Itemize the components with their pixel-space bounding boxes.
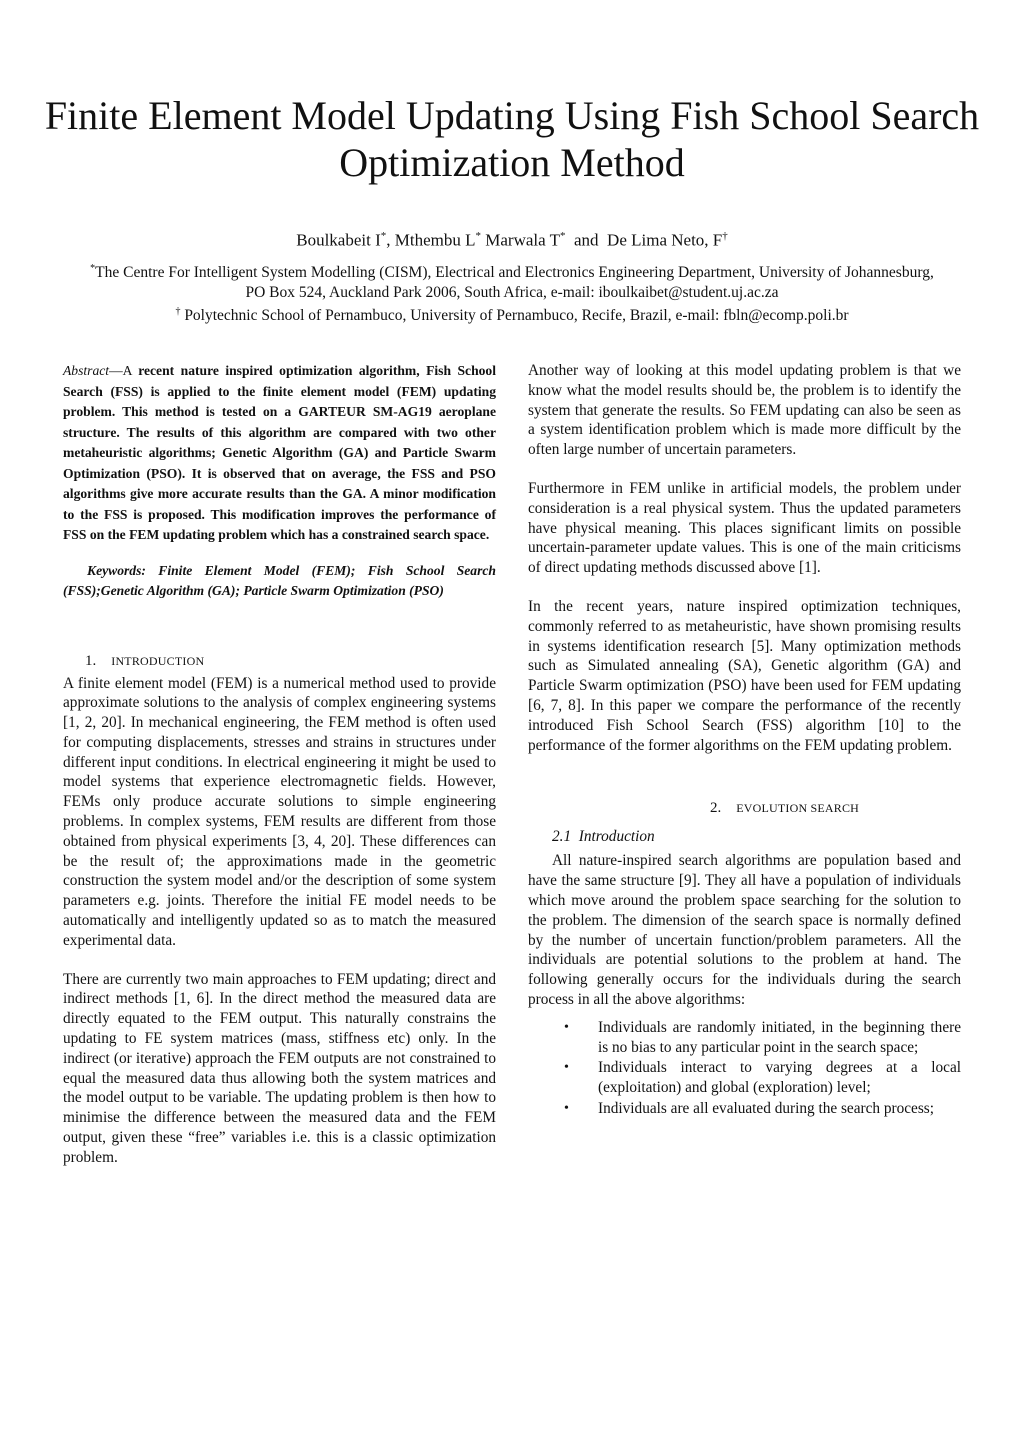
list-item-text: Individuals interact to varying degrees at a local (exploitation) and global (exploration) level; bbox=[598, 1059, 961, 1097]
evolution-paragraph-1: All nature-inspired search algorithms are population based and have the same structure [9]. They all have a population of individuals which move around the problem space searching for the solution to the problem. The dimension of the search space is normally defined by the number of uncertain function/problem parameters. All the individuals are potential solutions to the problem at hand. The following generally occurs for the individuals during the search process in all the above algorithms: bbox=[528, 852, 961, 1008]
affiliation-2-text: Polytechnic School of Pernambuco, University of Pernambuco, Recife, Brazil, e-mail: fbln@ecomp.poli.br bbox=[180, 307, 849, 325]
left-column bbox=[63, 361, 496, 1168]
keywords: Keywords: Finite Element Model (FEM); Fish School Search (FSS);Genetic Algorithm (GA); Particle Swarm Optimization (PSO) bbox=[63, 562, 496, 598]
author-2: , Mthembu L bbox=[386, 230, 476, 250]
list-item-text: Individuals are randomly initiated, in the beginning there is no bias to any particular point in the search space; bbox=[598, 1018, 961, 1056]
bullet-list bbox=[528, 1018, 961, 1119]
author-line bbox=[40, 222, 984, 255]
intro-paragraph-1: A finite element model (FEM) is a numerical method used to provide approximate solutions to the analysis of complex engineering systems [1, 2, 20]. In mechanical engineering, the FEM method is often used for computing displacements, stresses and strains in structures under different input conditions. In electrical engineering it might be used to model systems that experience electromagnetic fields. However, FEMs only produce accurate solutions to simple engineering problems. In complex systems, FEM results are different from those obtained from physical experiments [3, 4, 20]. These differences can be the result of; the approximations made in the geometric construction the system model and/or the description of some system parameters e.g. joints. Therefore the initial FE model needs to be automatically and intelligently updated so as to match the measured experimental data. bbox=[63, 674, 496, 949]
bullet-icon: • bbox=[564, 1060, 569, 1076]
subsection-2-1-heading bbox=[552, 827, 961, 847]
abstract-dash: —A bbox=[109, 363, 139, 378]
abstract bbox=[63, 361, 496, 546]
author-4-mark: † bbox=[722, 230, 728, 242]
author-2-mark: * bbox=[475, 230, 481, 242]
abstract-text: recent nature inspired optimization algorithm, Fish School Search (FSS) is applied to the finite element model (FEM) updating problem. This method is tested on a GARTEUR SM-AG19 aeroplane structure. The results of this algorithm are compared with two other metaheuristic algorithms; Genetic Algorithm (GA) and Particle Swarm Optimization (PSO). It is observed that on average, the FSS and PSO algorithms give more accurate results than the GA. A minor modification to the FSS is proposed. This modification improves the performance of FSS on the FEM updating problem which has a constrained search space. bbox=[63, 363, 496, 542]
list-item bbox=[528, 1058, 961, 1098]
right-paragraph-3: In the recent years, nature inspired optimization techniques, commonly referred to as metaheuristic, have shown promising results in systems identification research [5]. Many optimization methods such as Simulated annealing (SA), Genetic algorithm (GA) and Particle Swarm optimization (PSO) have been used for FEM updating [6, 7, 8]. In this paper we compare the performance of the recently introduced Fish School Search (FSS) algorithm [10] to the performance of the former algorithms on the FEM updating problem. bbox=[528, 597, 961, 754]
list-item bbox=[528, 1099, 961, 1119]
bullet-icon: • bbox=[564, 1019, 569, 1035]
section-1-number: 1. bbox=[85, 652, 97, 669]
paper-title: Finite Element Model Updating Using Fish School Search Optimization Method bbox=[44, 93, 980, 185]
author-1: Boulkabeit I bbox=[296, 230, 381, 250]
affiliation-1-text: The Centre For Intelligent System Modelling (CISM), Electrical and Electronics Engineering Department, University of Johannesburg, PO Box 524, Auckland Park 2006, South Africa, e-mail: iboulkaibet@student.uj.ac.za bbox=[95, 264, 934, 302]
subsection-2-1-number: 2.1 bbox=[552, 828, 572, 846]
author-3-mark: * bbox=[560, 230, 566, 242]
affiliation-1-mark: * bbox=[90, 263, 96, 274]
section-1-heading bbox=[85, 650, 496, 674]
section-1-title: INTRODUCTION bbox=[111, 653, 205, 668]
right-column bbox=[528, 361, 961, 1120]
list-item-text: Individuals are all evaluated during the search process; bbox=[598, 1099, 934, 1117]
section-2-heading bbox=[528, 797, 961, 821]
affiliation-1 bbox=[80, 259, 944, 303]
author-4: and De Lima Neto, F bbox=[565, 230, 723, 250]
author-1-mark: * bbox=[380, 230, 387, 242]
right-paragraph-2: Furthermore in FEM unlike in artificial models, the problem under consideration is a real physical system. Thus the updated parameters have physical meaning. This places significant limits on possible uncertain-parameter update values. This is one of the main criticisms of direct updating methods discussed above [1]. bbox=[528, 479, 961, 577]
affiliation-2 bbox=[80, 302, 944, 326]
bullet-icon: • bbox=[564, 1100, 569, 1116]
subsection-2-1-title: Introduction bbox=[578, 828, 655, 846]
abstract-lead: Abstract bbox=[63, 363, 110, 378]
author-3: Marwala T bbox=[481, 230, 560, 250]
affiliation-2-mark: † bbox=[175, 306, 181, 317]
list-item bbox=[528, 1018, 961, 1058]
right-paragraph-1: Another way of looking at this model updating problem is that we know what the model results should be, the problem is to identify the system that generate the results. So FEM updating can also be seen as a system identification problem which is made more difficult by the often large number of uncertain parameters. bbox=[528, 362, 961, 459]
intro-paragraph-2: There are currently two main approaches to FEM updating; direct and indirect methods [1, 6]. In the direct method the measured data are directly equated to the FEM output. This naturally constrains the updating to FE system matrices (mass, stiffness etc) only. In the indirect (or iterative) approach the FEM outputs are not constrained to equal the measured data thus allowing both the system matrices and the model output to be variable. The updating problem is then how to minimise the difference between the measured data and the FEM output, given these “free” variables i.e. this is a classic optimization problem. bbox=[63, 970, 496, 1166]
section-2-title: EVOLUTION SEARCH bbox=[736, 801, 860, 816]
section-2-number: 2. bbox=[709, 800, 722, 817]
